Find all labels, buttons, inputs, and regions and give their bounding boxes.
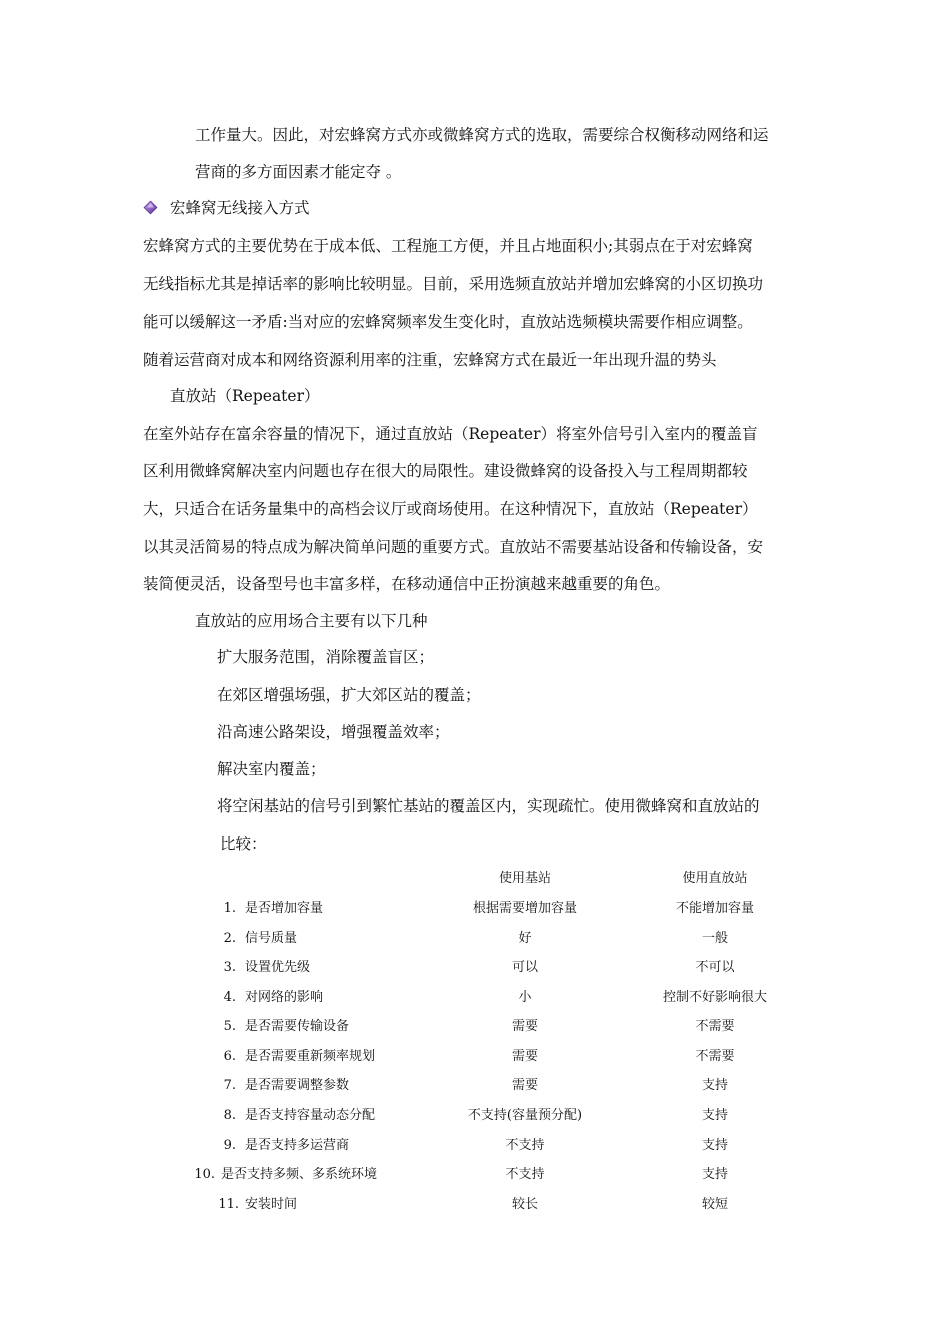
row-item: 是否支持多运营商 bbox=[245, 1138, 350, 1153]
paragraph-line: 工作量大。因此，对宏蜂窝方式亦或微蜂窝方式的选取，需要综合权衡移动网络和运 bbox=[195, 126, 769, 144]
row-repeater-value: 较短 bbox=[701, 1197, 728, 1212]
row-base-value: 好 bbox=[518, 931, 532, 946]
paragraph-line: 大，只适合在话务量集中的高档会议厅或商场使用。在这种情况下，直放站（Repeater） bbox=[143, 500, 758, 518]
row-base-value: 需要 bbox=[511, 1078, 538, 1093]
row-base-value: 小 bbox=[518, 990, 532, 1005]
row-repeater-value: 不需要 bbox=[695, 1019, 735, 1034]
list-item: 比较： bbox=[220, 835, 267, 853]
row-item: 是否支持容量动态分配 bbox=[245, 1108, 376, 1123]
row-repeater-value: 不需要 bbox=[695, 1049, 735, 1064]
row-base-value: 需要 bbox=[511, 1019, 538, 1034]
paragraph-line: 能可以缓解这一矛盾:当对应的宏蜂窝频率发生变化时，直放站选频模块需要作相应调整。 bbox=[143, 313, 753, 331]
paragraph-line: 区利用微蜂窝解决室内问题也存在很大的局限性。建设微蜂窝的设备投入与工程周期都较 bbox=[143, 462, 748, 480]
row-number: 11. bbox=[218, 1197, 239, 1212]
row-repeater-value: 支持 bbox=[701, 1078, 728, 1093]
paragraph-line: 在室外站存在富余容量的情况下，通过直放站（Repeater）将室外信号引入室内的覆盖盲 bbox=[143, 425, 758, 443]
paragraph-line: 宏蜂窝方式的主要优势在于成本低、工程施工方便，并且占地面积小;其弱点在于对宏蜂窝 bbox=[143, 237, 753, 255]
row-base-value: 需要 bbox=[511, 1049, 538, 1064]
row-number: 6. bbox=[223, 1049, 236, 1064]
row-number: 4. bbox=[223, 990, 236, 1005]
row-item: 设置优先级 bbox=[245, 960, 311, 975]
row-repeater-value: 不能增加容量 bbox=[675, 901, 754, 916]
row-number: 2. bbox=[223, 931, 236, 946]
row-number: 8. bbox=[223, 1108, 236, 1123]
table-header: 使用基站 bbox=[498, 871, 551, 886]
row-item: 信号质量 bbox=[245, 931, 298, 946]
paragraph-line: 随着运营商对成本和网络资源利用率的注重，宏蜂窝方式在最近一年出现升温的势头 bbox=[143, 351, 717, 369]
row-item: 是否需要传输设备 bbox=[245, 1019, 350, 1034]
list-item: 将空闲基站的信号引到繁忙基站的覆盖区内，实现疏忙。使用微蜂窝和直放站的 bbox=[217, 797, 760, 815]
row-base-value: 根据需要增加容量 bbox=[472, 901, 577, 916]
row-base-value: 不支持 bbox=[505, 1138, 545, 1153]
row-item: 是否需要调整参数 bbox=[245, 1078, 350, 1093]
row-repeater-value: 控制不好影响很大 bbox=[662, 990, 767, 1005]
table-header: 使用直放站 bbox=[682, 871, 748, 886]
row-base-value: 不支持 bbox=[505, 1167, 545, 1182]
paragraph-line: 以其灵活简易的特点成为解决简单问题的重要方式。直放站不需要基站设备和传输设备，安 bbox=[143, 538, 764, 556]
row-base-value: 不支持(容量预分配) bbox=[467, 1108, 583, 1123]
row-number: 9. bbox=[223, 1138, 236, 1153]
row-item: 是否需要重新频率规划 bbox=[245, 1049, 376, 1064]
row-number: 5. bbox=[223, 1019, 236, 1034]
section-heading-repeater: 直放站（Repeater） bbox=[170, 387, 320, 405]
list-item: 解决室内覆盖； bbox=[217, 760, 326, 778]
row-number: 1. bbox=[223, 901, 236, 916]
row-item: 安装时间 bbox=[245, 1197, 298, 1212]
row-repeater-value: 支持 bbox=[701, 1108, 728, 1123]
list-item: 扩大服务范围，消除覆盖盲区； bbox=[217, 648, 435, 666]
paragraph-line: 营商的多方面因素才能定夺 。 bbox=[195, 163, 402, 181]
row-repeater-value: 支持 bbox=[701, 1167, 728, 1182]
row-number: 7. bbox=[223, 1078, 236, 1093]
row-repeater-value: 一般 bbox=[701, 931, 728, 946]
list-item: 沿高速公路架设，增强覆盖效率； bbox=[217, 723, 450, 741]
list-item: 在郊区增强场强，扩大郊区站的覆盖； bbox=[217, 686, 481, 704]
row-repeater-value: 不可以 bbox=[695, 960, 735, 975]
row-number: 10. bbox=[194, 1167, 215, 1182]
row-item: 是否增加容量 bbox=[245, 901, 324, 916]
row-item: 对网络的影响 bbox=[245, 990, 324, 1005]
row-base-value: 可以 bbox=[511, 960, 538, 975]
row-item: 是否支持多频、多系统环境 bbox=[221, 1167, 378, 1182]
paragraph-line: 无线指标尤其是掉话率的影响比较明显。目前，采用选频直放站并增加宏蜂窝的小区切换功 bbox=[143, 275, 764, 293]
section-heading-macro: 宏蜂窝无线接入方式 bbox=[170, 199, 310, 217]
paragraph-line: 装简便灵活，设备型号也丰富多样，在移动通信中正扮演越来越重要的角色。 bbox=[143, 575, 671, 593]
row-base-value: 较长 bbox=[511, 1197, 538, 1212]
applications-intro: 直放站的应用场合主要有以下几种 bbox=[195, 612, 428, 630]
row-repeater-value: 支持 bbox=[701, 1138, 728, 1153]
row-number: 3. bbox=[223, 960, 236, 975]
purple-diamond-bullet-icon bbox=[143, 200, 158, 215]
